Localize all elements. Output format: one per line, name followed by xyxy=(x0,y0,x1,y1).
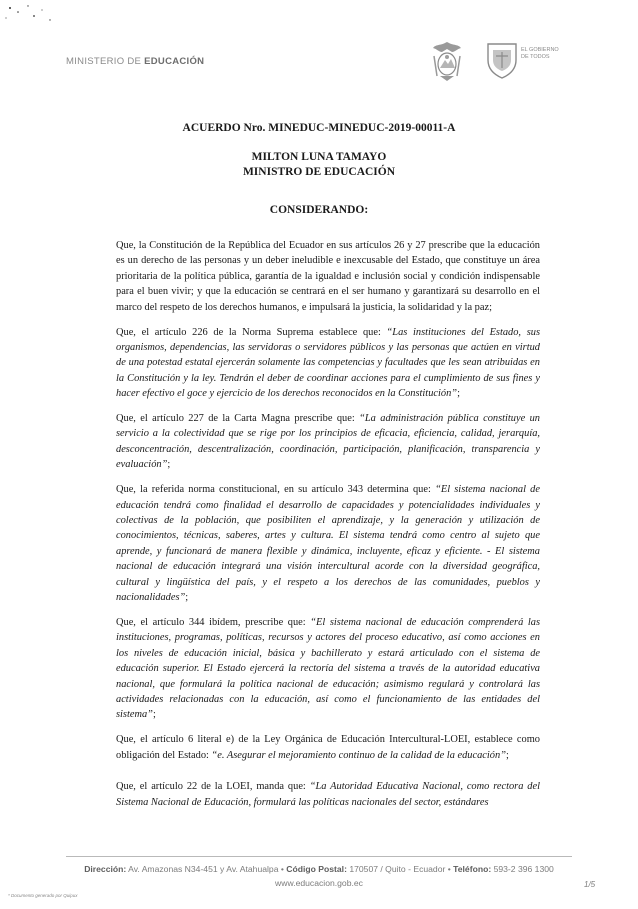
paragraph-quote: “La administración pública constituye un servicio a la colectividad que se rige por los principios de eficacia, eficiencia, calidad, jerarquía, desconcentración, descentralización, coordinación, participación, planificación, transparencia y evaluación” xyxy=(116,413,540,471)
quipux-note: * Documento generado por Quipux xyxy=(8,893,78,898)
paragraph-text: Que, el artículo 6 literal e) de la Ley Orgánica de Educación Intercultural-LOEI, establece como obligación del Estado: xyxy=(116,734,540,761)
paragraph-loei-articulo-6 xyxy=(116,732,540,763)
paragraph-text: Que, el artículo 226 de la Norma Suprema establece que: xyxy=(116,326,387,338)
telefono-label: Teléfono: xyxy=(453,864,492,874)
paragraph-quote: “El sistema nacional de educación comprenderá las instituciones, programas, políticas, recursos y actores del proceso educativo, así como acciones en los niveles de educación inicial, básica y bachillerato y estará articulado con el sistema de educación superior. El Estado ejercerá la rectoría del sistema a través de la autoridad educativa nacional, que formulará la política nacional de educación; asimismo regulará y controlará las actividades relacionadas con la educación, así como el funcionamiento de las entidades del sistema” xyxy=(116,616,540,721)
document-body xyxy=(116,238,540,819)
page-number: 1/5 xyxy=(584,880,596,889)
minister-name: MILTON LUNA TAMAYO xyxy=(251,151,387,163)
paragraph-tail: ; xyxy=(167,459,171,471)
acuerdo-number: ACUERDO Nro. MINEDUC-MINEDUC-2019-00011-A xyxy=(182,122,456,134)
gobierno-text: EL GOBIERNO DE TODOS xyxy=(521,47,559,60)
paragraph-quote: “El sistema nacional de educación tendrá como finalidad el desarrollo de capacidades y potencialidades individuales y colectivas de la población, que posibiliten el aprendizaje, y la generación y utilización de conocimientos, técnicas, saberes, artes y cultura. El sistema tendrá como centro al sujeto que aprende, y funcionará de manera flexible y dinámica, incluyente, eficaz y eficiente. - El sistema nacional de educación integrará una visión intercultural acorde con la diversidad geográfica, cultural y lingüística del país, y el respeto a los derechos de las comunidades, pueblos y nacionalidades” xyxy=(116,484,540,604)
paragraph-articulo-226 xyxy=(116,325,540,402)
separator-bullet: • xyxy=(447,864,451,874)
paragraph-text: Que, el artículo 22 de la LOEI, manda que: xyxy=(116,781,310,793)
paragraph-quote: “e. Asegurar el mejoramiento continuo de la calidad de la educación” xyxy=(211,749,506,761)
direccion-label: Dirección: xyxy=(84,864,127,874)
scan-specks xyxy=(0,0,80,40)
footer-address xyxy=(0,864,638,874)
paragraph-text: Que, el artículo 227 de la Carta Magna prescribe que: xyxy=(116,413,360,425)
ecuador-coat-of-arms-icon xyxy=(428,40,466,82)
footer-website: www.educacion.gob.ec xyxy=(275,878,363,888)
paragraph-text: Que, la Constitución de la República del Ecuador en sus artículos 26 y 27 prescribe que la educación es un derecho de las personas y un deber ineludible e inexcusable del Estado, que constituye un área prioritaria de la política pública, garantía de la igualdad e inclusión social y condición indispensable para el buen vivir; y que la educación se centrará en el ser humano y garantizará su desarrollo en el marco del respeto de los derechos humanos, e impulsará la justicia, la solidaridad y la paz; xyxy=(116,240,540,313)
minister-role: MINISTRO DE EDUCACIÓN xyxy=(242,166,396,178)
paragraph-tail: ; xyxy=(152,709,156,721)
ministry-header xyxy=(66,56,204,67)
ministry-prefix: MINISTERIO DE xyxy=(66,56,142,67)
paragraph-text: Que, la referida norma constitucional, en su artículo 343 determina que: xyxy=(116,484,436,496)
paragraph-text: Que, el artículo 344 ibídem, prescribe que: xyxy=(116,616,311,628)
ministry-name: EDUCACIÓN xyxy=(144,56,205,67)
postal-value: 170507 / Quito - Ecuador xyxy=(349,864,446,874)
paragraph-constitucion xyxy=(116,238,540,315)
paragraph-articulo-343 xyxy=(116,482,540,605)
postal-label: Código Postal: xyxy=(286,864,347,874)
minister-block xyxy=(0,150,638,180)
considerando-heading: CONSIDERANDO: xyxy=(269,204,369,216)
footer-divider xyxy=(66,856,572,857)
paragraph-tail: ; xyxy=(505,749,509,761)
paragraph-quote: “Las instituciones del Estado, sus organismos, dependencias, las servidoras o servidores públicos y las personas que actúen en virtud de una potestad estatal ejercerán solamente las competencias y facultades que les sean atribuidas en la Constitución y la ley. Tendrán el deber de coordinar acciones para el cumplimiento de sus fines y hacer efectivo el goce y ejercicio de los derechos reconocidos en la Constitución” xyxy=(116,326,540,400)
gobierno-shield-icon xyxy=(484,40,520,80)
direccion-value: Av. Amazonas N34-451 y Av. Atahualpa xyxy=(128,864,279,874)
paragraph-articulo-227 xyxy=(116,411,540,473)
paragraph-tail: ; xyxy=(185,592,189,604)
paragraph-loei-articulo-22 xyxy=(116,779,540,810)
separator-bullet: • xyxy=(280,864,284,874)
paragraph-tail: ; xyxy=(457,388,460,400)
paragraph-articulo-344 xyxy=(116,615,540,723)
paragraph-quote: “La Autoridad Educativa Nacional, como rectora del Sistema Nacional de Educación, formulará las políticas nacionales del sector, estándares xyxy=(116,781,541,808)
telefono-value: 593-2 396 1300 xyxy=(493,864,554,874)
